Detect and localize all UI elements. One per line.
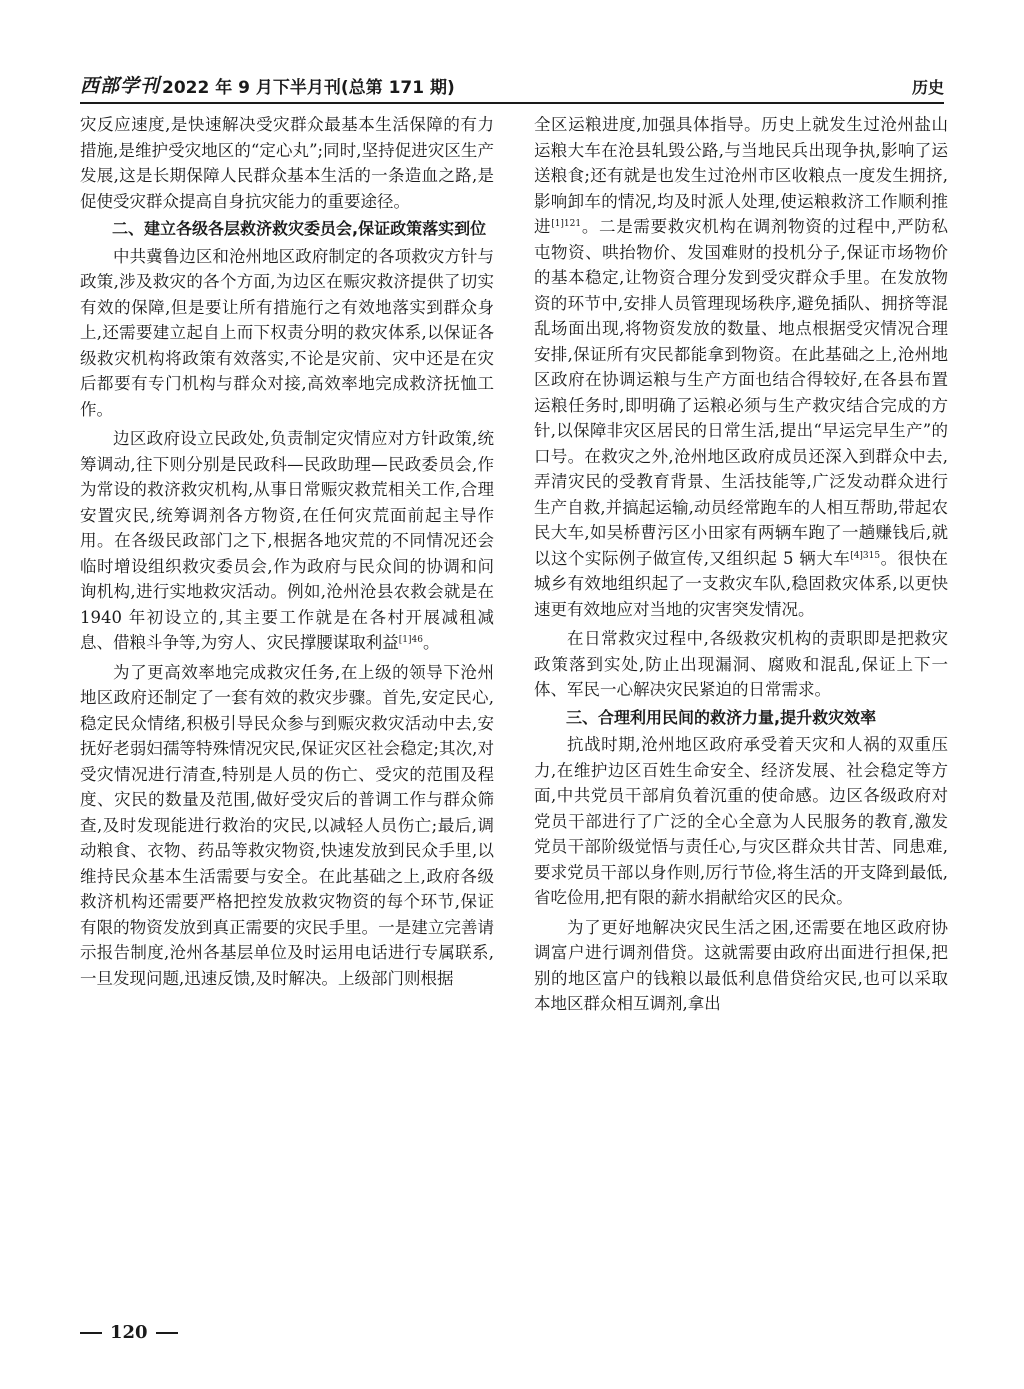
section-heading: 三、合理利用民间的救济力量,提升救灾效率 — [566, 707, 877, 727]
page-footer — [80, 1322, 178, 1343]
page-number: 120 — [110, 1322, 148, 1343]
paragraph — [534, 112, 948, 622]
paragraph-end: 。 — [422, 633, 440, 652]
paragraph: 为了更高效率地完成救灾任务,在上级的领导下沧州地区政府还制定了一套有效的救灾步骤。首先,安定民心,稳定民众情绪,积极引导民众参与到赈灾救灾活动中去,安抚好老弱妇孺等特殊情况灾民,保证灾区社会稳定;其次,对受灾情况进行清查,特别是人员的伤亡、受灾的范围及程度、灾民的数量及范围,做好受灾后的普调工作与群众筛查,及时发现能进行救治的灾民,以减轻人员伤亡;最后,调动粮食、衣物、药品等救灾物资,快速发放到民众手里,以维持民众基本生活需要与安全。在此基础之上,政府各级救济机构还需要严格把控发放救灾物资的每个环节,保证有限的物资发放到真正需要的灾民手里。一是建立完善请示报告制度,沧州各基层单位及时运用电话进行专属联系,一旦发现问题,迅速反馈,及时解决。上级部门则根据 — [80, 662, 494, 988]
paragraph-text: 全区运粮进度,加强具体指导。历史上就发生过沧州盐山运粮大车在沧县轧毁公路,与当地民兵出现争执,影响了运送粮食;还有就是也发生过沧州市区收粮点一度发生拥挤,影响卸车的情况,均及时派人处理,使运粮救济工作顺利推进 — [534, 115, 948, 236]
page-header — [80, 68, 944, 104]
paragraph: 为了更好地解决灾民生活之困,还需要在地区政府协调富户进行调剂借贷。这就需要由政府出面进行担保,把别的地区富户的钱粮以最低利息借贷给灾民,也可以采取本地区群众相互调剂,拿出 — [534, 917, 948, 1013]
journal-info — [80, 71, 455, 98]
citation-ref: [1]46 — [398, 635, 423, 645]
footer-dash-left — [80, 1332, 102, 1334]
journal-logo: 西部学刊 — [80, 75, 161, 97]
paragraph — [80, 426, 494, 656]
paragraph: 灾反应速度,是快速解决受灾群众最基本生活保障的有力措施,是维护受灾地区的“定心丸”;同时,坚持促进灾区生产发展,这是长期保障人民群众基本生活的一条造血之路,是促使受灾群众提高自身抗灾能力的重要途径。 — [80, 115, 494, 211]
footer-dash-right — [156, 1332, 178, 1334]
paragraph-text: 。二是需要救灾机构在调剂物资的过程中,严防私屯物资、哄抬物价、发国难财的投机分子,保证市场物价的基本稳定,让物资合理分发到受灾群众手里。在发放物资的环节中,安排人员管理现场秩序,避免插队、拥挤等混乱场面出现,将物资发放的数量、地点根据受灾情况合理安排,保证所有灾民都能拿到物资。在此基础之上,沧州地区政府在协调运粮与生产方面也结合得较好,在各县布置运粮任务时,即明确了运粮必须与生产救灾结合完成的方针,以保障非灾区居民的日常生活,提出“早运完早生产”的口号。在救灾之外,沧州地区政府成员还深入到群众中去,弄清灾民的受教育背景、生活技能等,广泛发动群众进行生产自救,并搞起运输,动员经常跑车的人相互帮助,带起农民大车,如吴桥曹污区小田家有两辆车跑了一趟赚钱后,就以这个实际例子做宣传,又组织起 5 辆大车 — [534, 217, 948, 568]
paragraph: 在日常救灾过程中,各级救灾机构的责职即是把救灾政策落到实处,防止出现漏洞、腐败和混乱,保证上下一体、军民一心解决灾民紧迫的日常需求。 — [534, 629, 948, 699]
section-label: 历史 — [911, 78, 944, 97]
left-column — [80, 112, 494, 1312]
paragraph-text: 边区政府设立民政处,负责制定灾情应对方针政策,统筹调动,往下则分别是民政科—民政助理—民政委员会,作为常设的救济救灾机构,从事日常赈灾救荒相关工作,合理安置灾民,统筹调剂各方物资,在任何灾荒面前起主导作用。在各级民政部门之下,根据各地灾荒的不同情况还会临时增设组织救灾委员会,作为政府与民众间的协调和问询机构,进行实地救灾活动。例如,沧州沧县农救会就是在 1940 年初设立的,其主要工作就是在各村开展减租减息、借粮斗争等,为穷人、灾民撑腰谋取利益 — [80, 429, 494, 652]
paragraph: 抗战时期,沧州地区政府承受着天灾和人祸的双重压力,在维护边区百姓生命安全、经济发展、社会稳定等方面,中共党员干部肩负着沉重的使命感。边区各级政府对党员干部进行了广泛的全心全意为人民服务的教育,激发党员干部阶级觉悟与责任心,与灾区群众共甘苦、同患难,要求党员干部以身作则,厉行节俭,将生活的开支降到最低,省吃俭用,把有限的薪水捐献给灾区的民众。 — [534, 735, 948, 907]
right-column — [534, 112, 948, 1312]
paragraph: 中共冀鲁边区和沧州地区政府制定的各项救灾方针与政策,涉及救灾的各个方面,为边区在赈灾救济提供了切实有效的保障,但是要让所有措施行之有效地落实到群众身上,还需要建立起自上而下权责分明的救灾体系,以保证各级救灾机构将政策有效落实,不论是灾前、灾中还是在灾后都要有专门机构与群众对接,高效率地完成救济抚恤工作。 — [80, 246, 494, 419]
citation-ref: [4]315 — [850, 550, 881, 561]
citation-ref: [1]121 — [551, 219, 582, 229]
article-body — [80, 112, 948, 1312]
issue-info: 2022 年 9 月下半月刊(总第 171 期) — [162, 78, 455, 98]
paragraph-text: 。很快在城乡有效地组织起了一支救灾车队,稳固救灾体系,以更快速更有效地应对当地的灾害突发情况。 — [534, 548, 949, 619]
section-heading: 二、建立各级各层救济救灾委员会,保证政策落实到位 — [112, 219, 487, 238]
